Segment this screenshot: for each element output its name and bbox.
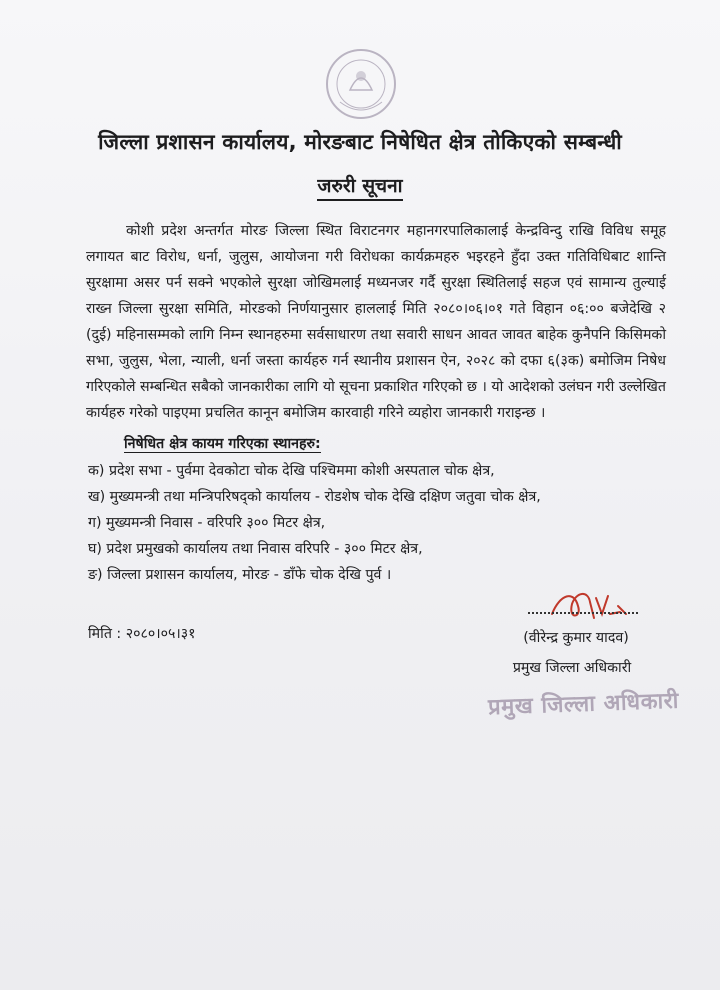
restricted-areas-list xyxy=(88,458,668,588)
list-item: ख) मुख्यमन्त्री तथा मन्त्रिपरिषद्को कार्यालय - रोडशेष चोक देखि दक्षिण जतुवा चोक क्षेत्र, xyxy=(88,489,541,505)
notice-subtitle-text: जरुरी सूचना xyxy=(317,175,402,201)
signature-icon xyxy=(538,584,638,628)
officer-name: (वीरेन्द्र कुमार यादव) xyxy=(523,630,629,646)
officer-title: प्रमुख जिल्ला अधिकारी xyxy=(512,660,632,676)
list-item: ग) मुख्यमन्त्री निवास - वरिपरि ३०० मिटर क्षेत्र, xyxy=(88,515,326,531)
notice-body: कोशी प्रदेश अन्तर्गत मोरङ जिल्ला स्थित विराटनगर महानगरपालिकालाई केन्द्रविन्दु राखि विविध समूह लगायत बाट विरोध, धर्ना, जुलुस, आयोजना गरी विरोधका कार्यक्रमहरु भइरहने हुँदा उक्त गतिविधिबाट शान्ति सुरक्षामा असर पर्न सक्ने भएकोले सुरक्षा जोखिमलाई मध्यनजर गर्दै सुरक्षा स्थितिलाई सहज एवं सामान्य तुल्याई राख्न जिल्ला सुरक्षा समिति, मोरङको निर्णयानुसार हाललाई मिति २०८०।०६।०१ गते विहान ०६:०० बजेदेखि २ (दुई) महिनासम्मको लागि निम्न स्थानहरुमा सर्वसाधारण तथा सवारी साधन आवत जावत बाहेक कुनैपनि किसिमको सभा, जुलुस, भेला, न्याली, धर्ना जस्ता कार्यहरु गर्न स्थानीय प्रशासन ऐन, २०२८ को दफा ६(३क) बमोजिम निषेध गरिएकोले सम्बन्धित सबैको जानकारीका लागि यो सूचना प्रकाशित गरिएको छ । यो आदेशको उलंघन गरी उल्लेखित कार्यहरु गरेको पाइएमा प्रचलित कानून बमोजिम कारवाही गरिने व्यहोरा जानकारी गराइन्छ । xyxy=(86,223,666,421)
list-item: क) प्रदेश सभा - पुर्वमा देवकोटा चोक देखि पश्चिममा कोशी अस्पताल चोक क्षेत्र, xyxy=(88,463,495,479)
notice-title: जिल्ला प्रशासन कार्यालय, मोरङबाट निषेधित क्षेत्र तोकिएको सम्बन्धी xyxy=(98,130,622,154)
official-stamp: प्रमुख जिल्ला अधिकारी xyxy=(487,688,680,721)
list-heading-text: निषेधित क्षेत्र कायम गरिएका स्थानहरु: xyxy=(124,436,321,452)
government-seal-icon xyxy=(318,44,404,124)
list-item: घ) प्रदेश प्रमुखको कार्यालय तथा निवास वरिपरि - ३०० मिटर क्षेत्र, xyxy=(88,541,423,557)
list-heading xyxy=(124,434,321,453)
signature-line xyxy=(528,612,638,614)
notice-date: मिति : २०८०।०५।३१ xyxy=(88,626,196,642)
list-item: ङ) जिल्ला प्रशासन कार्यालय, मोरङ - डाँफे चोक देखि पुर्व । xyxy=(88,567,392,583)
notice-subtitle xyxy=(0,172,720,198)
